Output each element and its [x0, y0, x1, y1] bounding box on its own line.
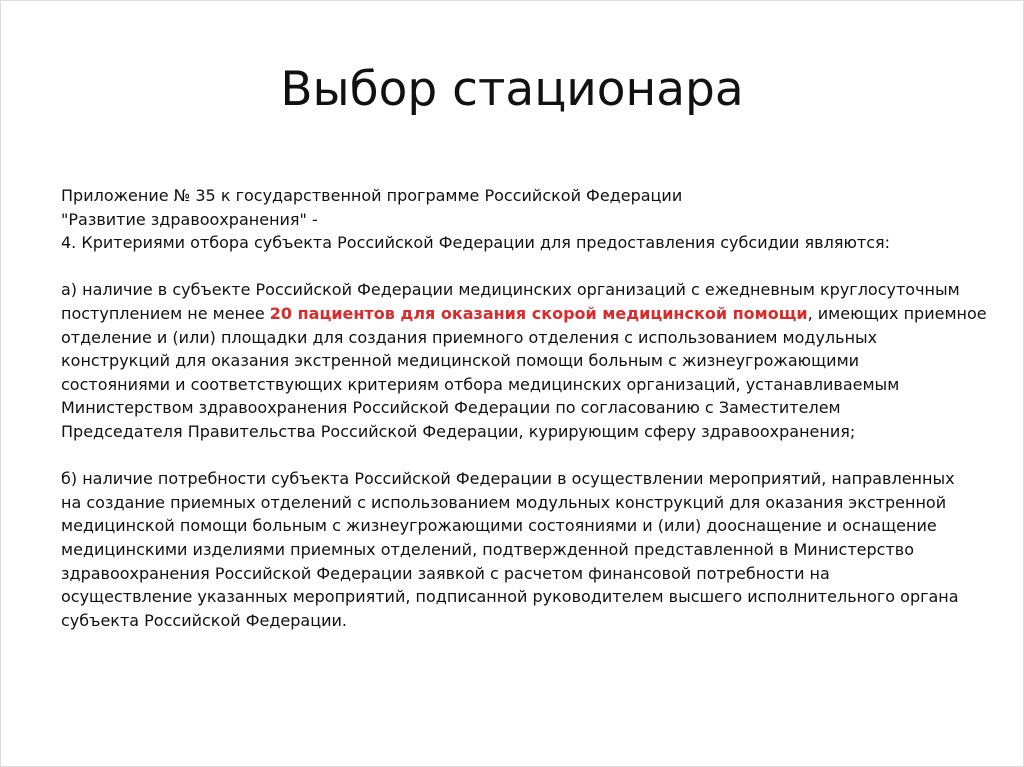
item-a-line-2-start: поступлением не менее	[61, 303, 270, 323]
intro-line-3: 4. Критериями отбора субъекта Российской Федерации для предоставления субсидии являются:	[61, 233, 891, 253]
item-a-line-7: Председателя Правительства Российской Федерации, курирующим сферу здравоохранения;	[61, 421, 856, 441]
item-a-line-4: конструкций для оказания экстренной медицинской помощи больным с жизнеугрожающими	[61, 351, 860, 371]
item-b-line-2: на создание приемных отделений с использованием модульных конструкций для оказания экстренной	[61, 492, 947, 512]
paragraph-spacer	[61, 255, 981, 279]
item-a-line-2-end: , имеющих приемное	[807, 303, 987, 323]
item-b-line-4: медицинскими изделиями приемных отделений, подтвержденной представленной в Министерство	[61, 539, 914, 559]
item-a-line-2	[61, 302, 987, 326]
intro-line-2: "Развитие здравоохранения" -	[61, 209, 318, 229]
item-a-line-3: отделение и (или) площадки для создания приемного отделения с использованием модульных	[61, 327, 878, 347]
slide-body	[61, 184, 987, 632]
slide-title: Выбор стационара	[280, 62, 744, 117]
item-b-line-3: медицинской помощи больным с жизнеугрожающими состояниями и (или) дооснащение и оснащение	[61, 516, 937, 536]
item-b-line-5: здравоохранения Российской Федерации заявкой с расчетом финансовой потребности на	[61, 563, 830, 583]
highlighted-patient-count: 20 пациентов для оказания скорой медицинской помощи	[269, 303, 808, 323]
paragraph-spacer	[61, 444, 981, 468]
item-a-line-1: а) наличие в субъекте Российской Федерации медицинских организаций с ежедневным круглосуточным	[61, 280, 960, 300]
item-a-line-6: Министерством здравоохранения Российской Федерации по согласованию с Заместителем	[61, 398, 841, 418]
item-b-line-1: б) наличие потребности субъекта Российской Федерации в осуществлении мероприятий, направленных	[61, 469, 955, 489]
intro-line-1: Приложение № 35 к государственной программе Российской Федерации	[61, 186, 683, 205]
item-b-line-6: осуществление указанных мероприятий, подписанной руководителем высшего исполнительного органа	[61, 587, 959, 607]
item-a-line-5: состояниями и соответствующих критериям отбора медицинских организаций, устанавливаемым	[61, 374, 900, 394]
item-b-line-7: субъекта Российской Федерации.	[61, 610, 347, 630]
